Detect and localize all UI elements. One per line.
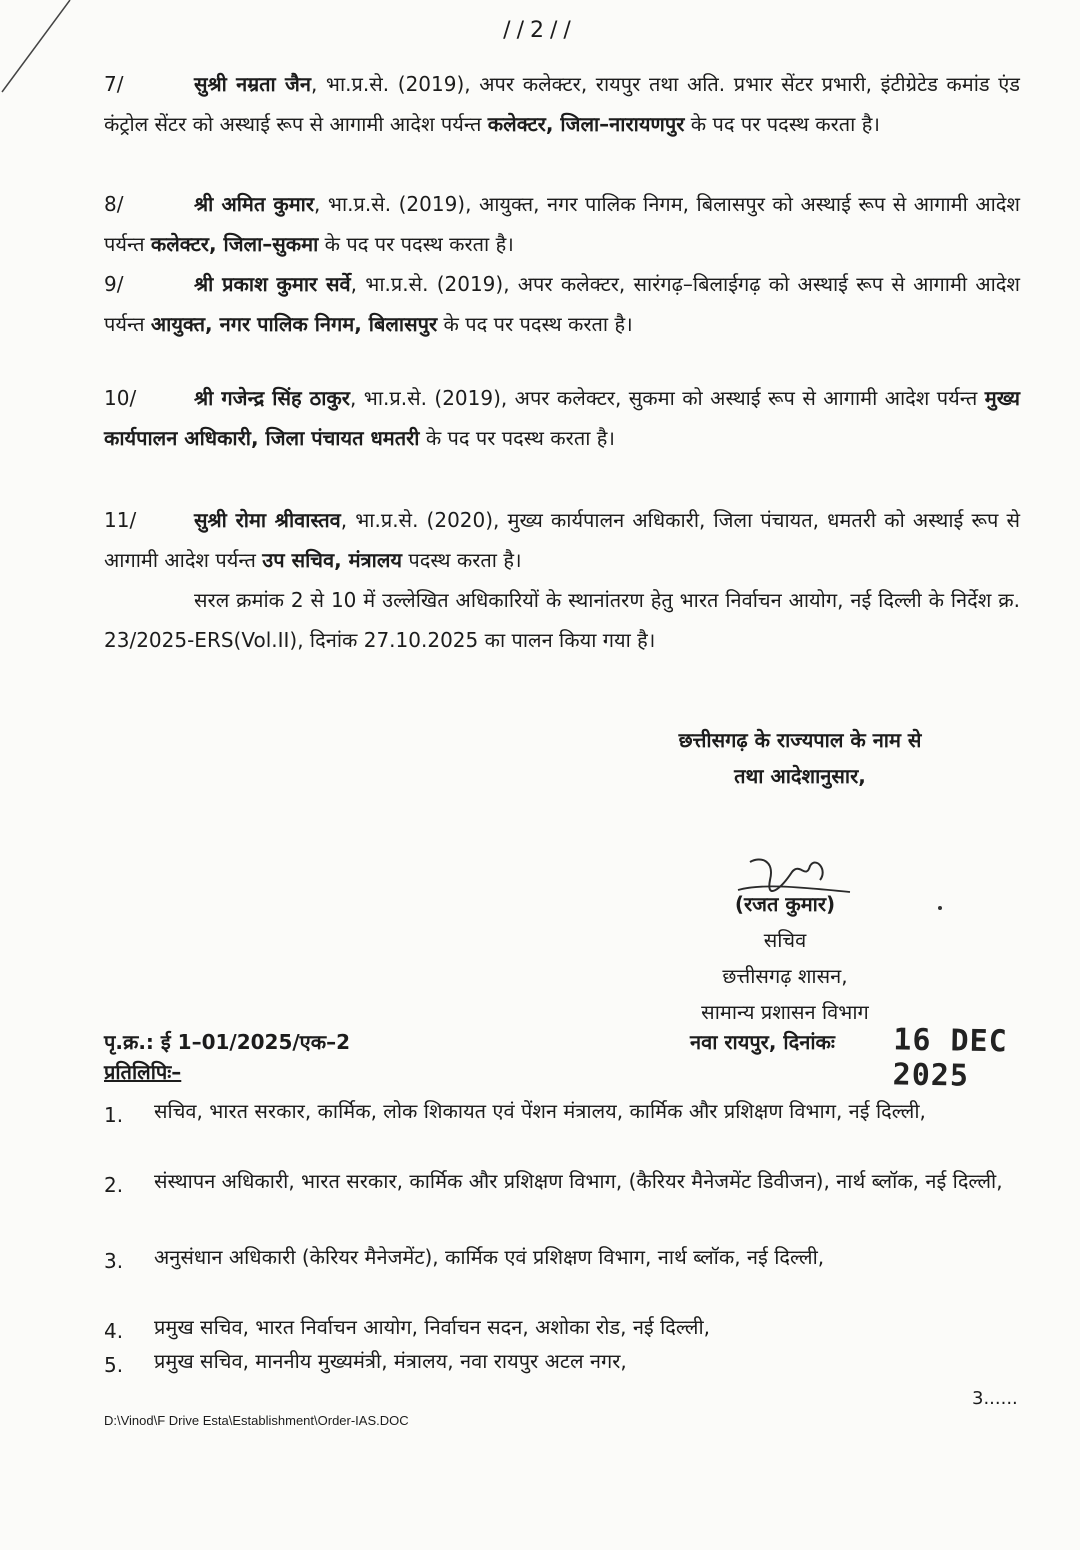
item-number: 9/ xyxy=(104,272,124,296)
governor-line-2: तथा आदेशानुसार, xyxy=(734,764,866,788)
item-text-end: पदस्थ करता है। xyxy=(402,548,522,572)
page-number: //2// xyxy=(503,18,577,43)
copy-number: 1. xyxy=(104,1103,124,1127)
governor-line-1: छत्तीसगढ़ के राज्यपाल के नाम से xyxy=(678,728,922,752)
copy-text: संस्थापन अधिकारी, भारत सरकार, कार्मिक और प्रशिक्षण विभाग, (कैरियर मैनेजमेंट डिवीजन), नार्थ ब्लॉक, नई दिल्ली, xyxy=(154,1169,1003,1193)
order-item-11 xyxy=(104,500,1020,580)
officer-name: सुश्री रोमा श्रीवास्तव xyxy=(194,508,341,532)
signatory-title: सचिव xyxy=(763,928,807,952)
copy-number: 2. xyxy=(104,1173,124,1197)
officer-name: श्री प्रकाश कुमार सर्वे xyxy=(194,272,351,296)
item-text: , भा.प्र.से. (2019), आयुक्त, नगर पालिक निगम, बिलासपुर को अस्थाई रूप से आगामी आदेश पर्यन्त xyxy=(104,192,1020,256)
item-number: 7/ xyxy=(104,72,124,96)
item-number: 10/ xyxy=(104,386,137,410)
officer-name: सुश्री नम्रता जैन xyxy=(194,72,311,96)
item-number: 8/ xyxy=(104,192,124,216)
item-text: , भा.प्र.से. (2019), अपर कलेक्टर, रायपुर तथा अति. प्रभार सेंटर प्रभारी, इंटीग्रेटेड कमांड एंड कंट्रोल सेंटर को अस्थाई रूप से आगामी आदेश पर्यन्त xyxy=(104,72,1020,136)
copy-item-1 xyxy=(104,1094,1020,1128)
item-text-end: के पद पर पदस्थ करता है। xyxy=(684,112,880,136)
order-item-8 xyxy=(104,184,1020,264)
copy-item-2 xyxy=(104,1164,1020,1198)
copy-heading: प्रतिलिपिः– xyxy=(104,1060,182,1084)
order-item-7 xyxy=(104,64,1020,144)
copy-number: 3. xyxy=(104,1249,124,1273)
officer-name: श्री अमित कुमार xyxy=(194,192,315,216)
copy-item-4 xyxy=(104,1310,1020,1344)
file-path: D:\Vinod\F Drive Esta\Establishment\Order-IAS.DOC xyxy=(104,1413,409,1428)
copy-text: प्रमुख सचिव, माननीय मुख्यमंत्री, मंत्रालय, नवा रायपुर अटल नगर, xyxy=(154,1349,627,1373)
item-text-end: के पद पर पदस्थ करता है। xyxy=(419,426,615,450)
governor-authority xyxy=(600,722,1000,794)
order-item-9 xyxy=(104,264,1020,344)
copy-text: अनुसंधान अधिकारी (केरियर मैनेजमेंट), कार्मिक एवं प्रशिक्षण विभाग, नार्थ ब्लॉक, नई दिल्ली, xyxy=(154,1245,825,1269)
posting: मुख्य कार्यपालन अधिकारी, जिला पंचायत धमतरी xyxy=(104,386,1020,450)
item-text-end: के पद पर पदस्थ करता है। xyxy=(437,312,633,336)
date-stamp: 16 DEC 2025 xyxy=(892,1022,1008,1094)
copy-number: 5. xyxy=(104,1353,124,1377)
signatory-department: सामान्य प्रशासन विभाग xyxy=(701,1000,869,1024)
continuation-marker: 3...... xyxy=(972,1388,1018,1409)
posting: कलेक्टर, जिला–नारायणपुर xyxy=(487,112,685,136)
posting: कलेक्टर, जिला–सुकमा xyxy=(150,232,319,256)
item-text: , भा.प्र.से. (2019), अपर कलेक्टर, सारंगढ़–बिलाईगढ़ को अस्थाई रूप से आगामी आदेश पर्यन्त xyxy=(104,272,1020,336)
posting: आयुक्त, नगर पालिक निगम, बिलासपुर xyxy=(150,312,438,336)
item-text-end: के पद पर पदस्थ करता है। xyxy=(318,232,514,256)
copy-text: प्रमुख सचिव, भारत निर्वाचन आयोग, निर्वाचन सदन, अशोका रोड, नई दिल्ली, xyxy=(154,1315,711,1339)
signatory-block xyxy=(660,886,910,1030)
item-text: , भा.प्र.से. (2019), अपर कलेक्टर, सुकमा को अस्थाई रूप से आगामी आदेश पर्यन्त xyxy=(349,386,985,410)
posting: उप सचिव, मंत्रालय xyxy=(262,548,402,572)
copy-item-5 xyxy=(104,1344,1020,1378)
item-text: , भा.प्र.से. (2020), मुख्य कार्यपालन अधिकारी, जिला पंचायत, धमतरी को अस्थाई रूप से आगामी आदेश पर्यन्त xyxy=(104,508,1020,572)
signatory-government: छत्तीसगढ़ शासन, xyxy=(722,964,848,988)
copy-text: सचिव, भारत सरकार, कार्मिक, लोक शिकायत एवं पेंशन मंत्रालय, कार्मिक और प्रशिक्षण विभाग, नई दिल्ली, xyxy=(154,1099,926,1123)
item-number: 11/ xyxy=(104,508,137,532)
scan-edge-mark xyxy=(0,0,80,100)
officer-name: श्री गजेन्द्र सिंह ठाकुर xyxy=(194,386,350,410)
reference-number: पृ.क्र.: ई 1–01/2025/एक–2 xyxy=(104,1030,351,1054)
signatory-name: (रजत कुमार) xyxy=(734,892,836,916)
copy-number: 4. xyxy=(104,1319,124,1343)
order-item-10 xyxy=(104,378,1020,458)
ink-dot xyxy=(938,906,942,910)
place-date-label: नवा रायपुर, दिनांकः xyxy=(690,1030,835,1054)
copy-item-3 xyxy=(104,1240,1020,1274)
election-commission-note: सरल क्रमांक 2 से 10 में उल्लेखित अधिकारियों के स्थानांतरण हेतु भारत निर्वाचन आयोग, नई दिल्ली के निर्देश क्र. 23/2025-ERS(Vol.II), दिनांक 27.10.2025 का पालन किया गया है। xyxy=(104,588,1020,652)
